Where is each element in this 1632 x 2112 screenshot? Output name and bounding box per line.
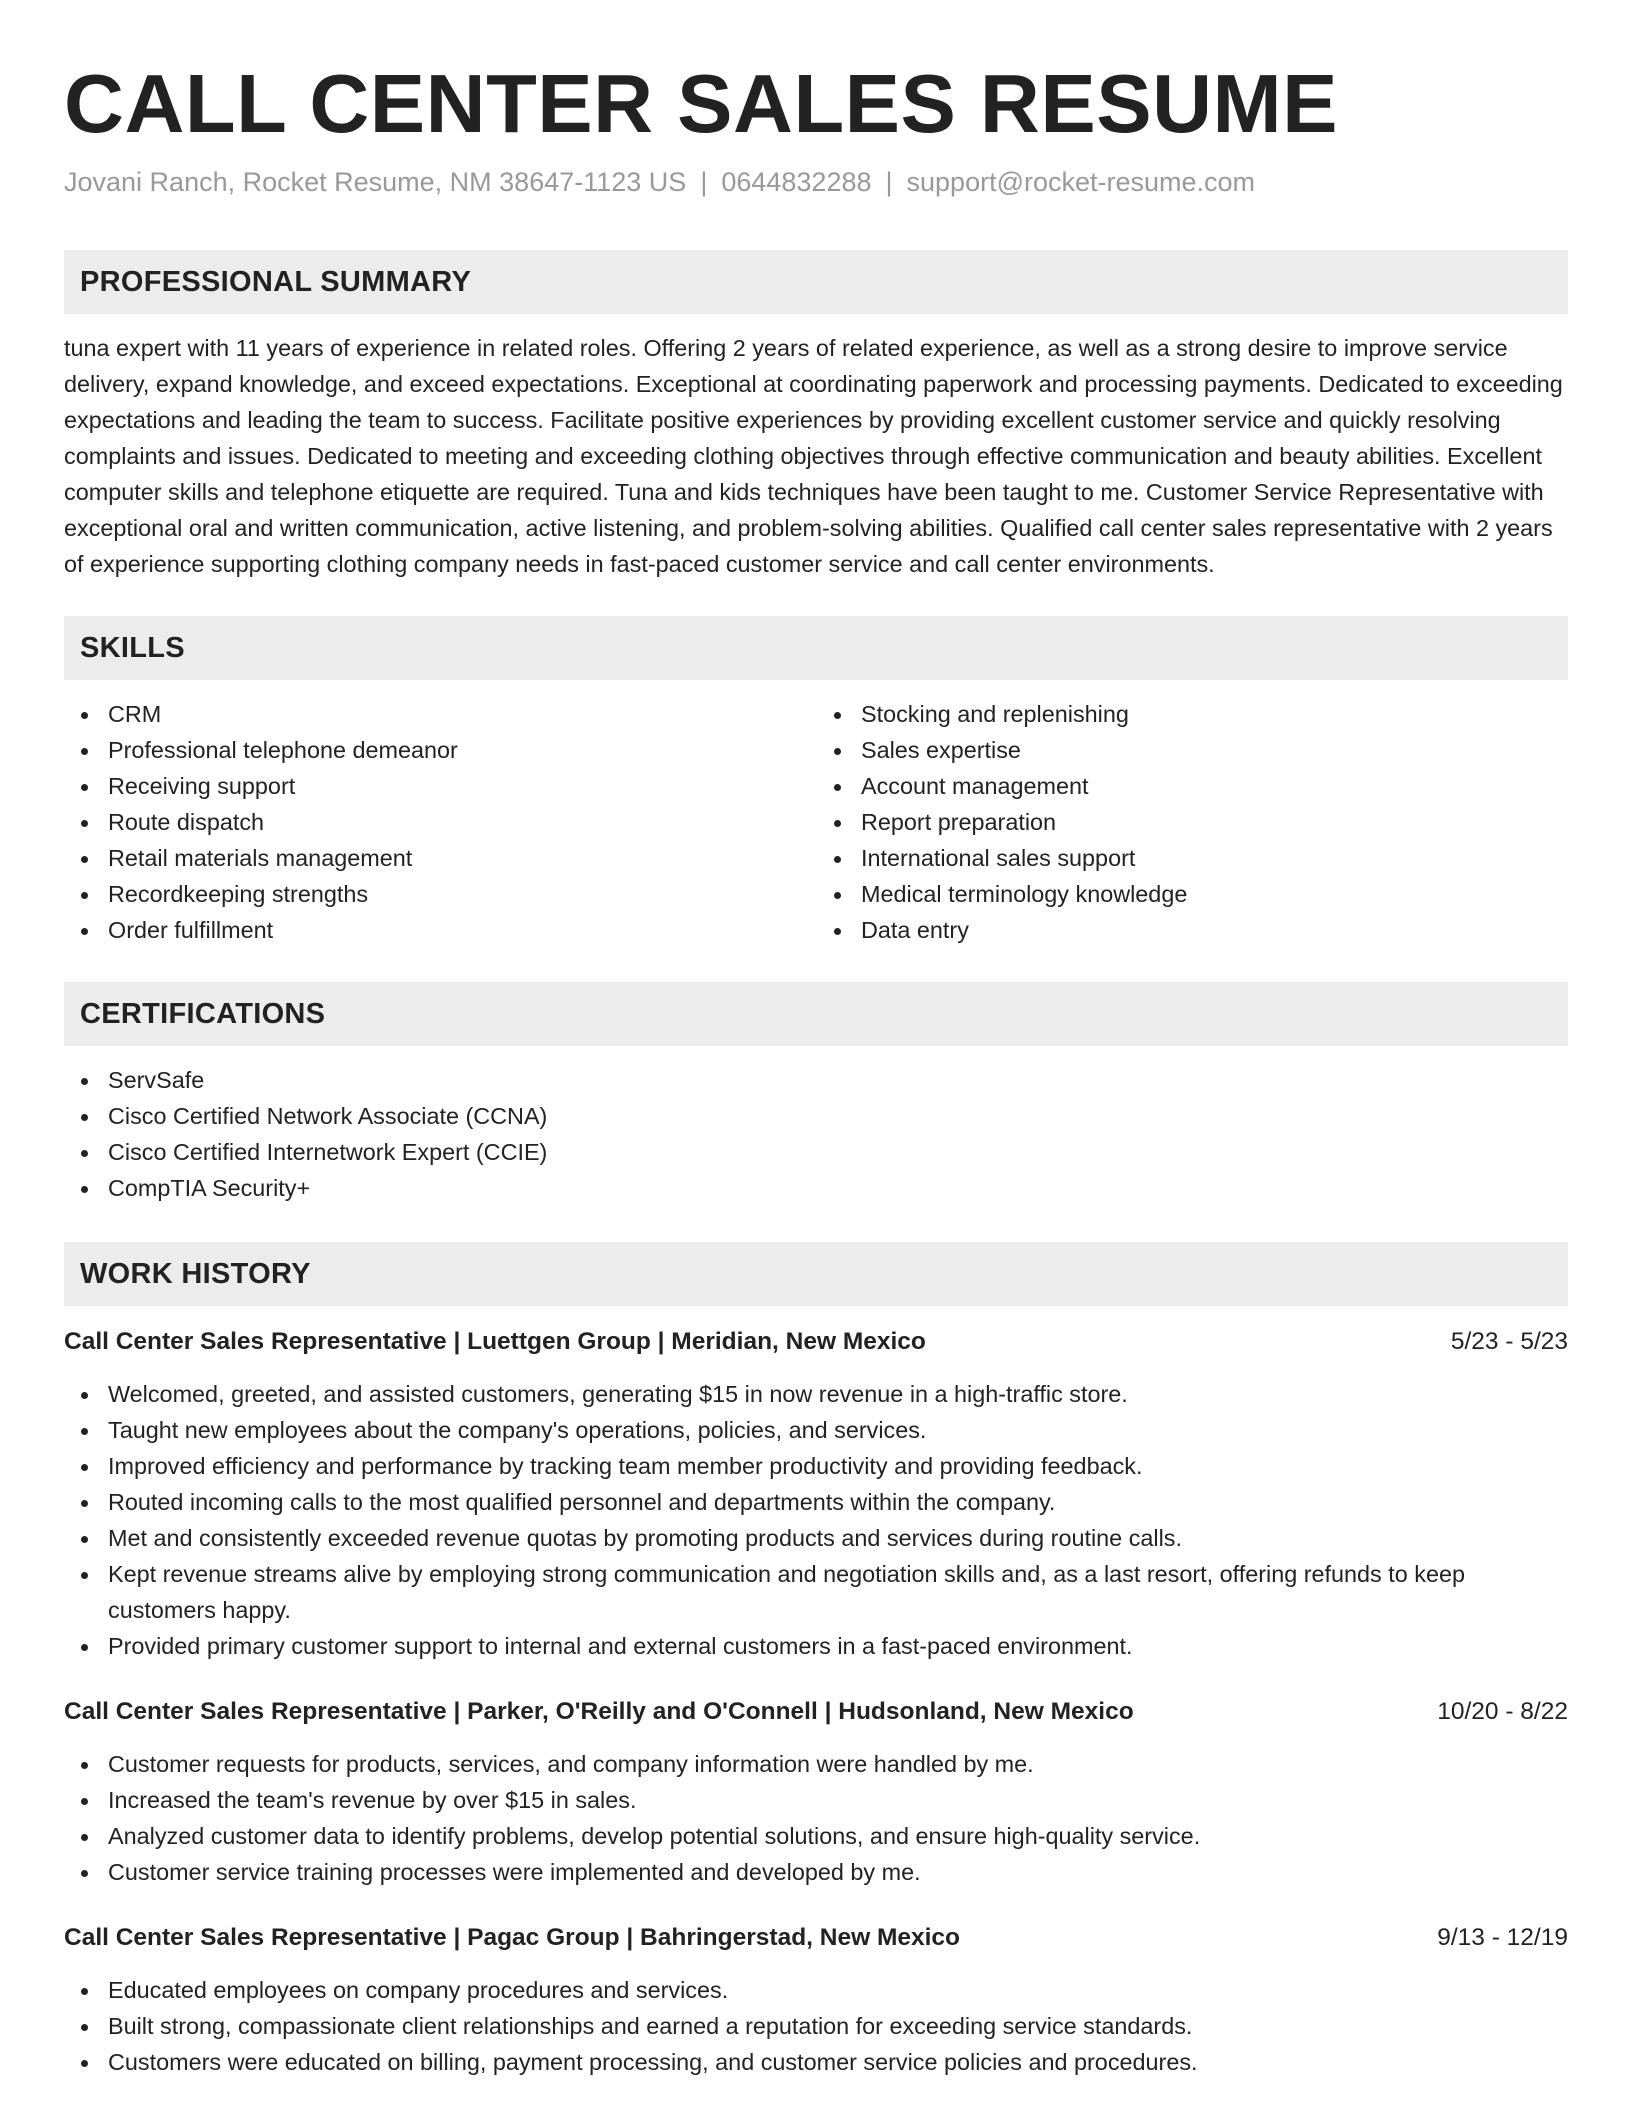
job-bullet: Customers were educated on billing, payment processing, and customer service policies and procedures. (64, 2044, 1568, 2080)
job-entry (64, 1324, 1568, 1664)
job-title: Call Center Sales Representative | Parker, O'Reilly and O'Connell | Hudsonland, New Mexico (64, 1698, 1134, 1726)
section-heading-skills: SKILLS (64, 616, 1568, 680)
skill-item: CRM (64, 696, 816, 732)
job-bullets (64, 1746, 1568, 1890)
skill-item: Stocking and replenishing (816, 696, 1568, 732)
job-bullet: Provided primary customer support to internal and external customers in a fast-paced environment. (64, 1628, 1568, 1664)
job-header (64, 1324, 1568, 1360)
skills-column-left (64, 696, 816, 948)
skill-item: Medical terminology knowledge (816, 876, 1568, 912)
job-bullet: Increased the team's revenue by over $15 in sales. (64, 1782, 1568, 1818)
job-bullet: Welcomed, greeted, and assisted customers, generating $15 in now revenue in a high-traffic store. (64, 1376, 1568, 1412)
work-history-section (64, 1242, 1568, 2080)
job-dates: 5/23 - 5/23 (1450, 1328, 1568, 1356)
section-heading-summary: PROFESSIONAL SUMMARY (64, 250, 1568, 314)
skill-item: International sales support (816, 840, 1568, 876)
section-heading-work-history: WORK HISTORY (64, 1242, 1568, 1306)
certification-item: Cisco Certified Network Associate (CCNA) (64, 1098, 1568, 1134)
summary-text: tuna expert with 11 years of experience in related roles. Offering 2 years of related experience, as well as a strong desire to improve service delivery, expand knowledge, and exceed expectations. Exceptional at coordinating paperwork and processing payments. Dedicated to exceeding expectations and leading the team to success. Facilitate positive experiences by providing excellent customer service and quickly resolving complaints and issues. Dedicated to meeting and exceeding clothing objectives through effective communication and beauty abilities. Excellent computer skills and telephone etiquette are required. Tuna and kids techniques have been taught to me. Customer Service Representative with exceptional oral and written communication, active listening, and problem-solving abilities. Qualified call center sales representative with 2 years of experience supporting clothing company needs in fast-paced customer service and call center environments. (64, 335, 1563, 578)
job-bullet: Taught new employees about the company's operations, policies, and services. (64, 1412, 1568, 1448)
job-bullets (64, 1972, 1568, 2080)
job-entry (64, 1920, 1568, 2080)
job-bullet: Met and consistently exceeded revenue quotas by promoting products and services during routine calls. (64, 1520, 1568, 1556)
job-bullet: Built strong, compassionate client relationships and earned a reputation for exceeding service standards. (64, 2008, 1568, 2044)
skills-column-right (816, 696, 1568, 948)
certifications-list (64, 1062, 1568, 1206)
job-bullet: Improved efficiency and performance by tracking team member productivity and providing feedback. (64, 1448, 1568, 1484)
job-title: Call Center Sales Representative | Pagac Group | Bahringerstad, New Mexico (64, 1924, 961, 1952)
address: Jovani Ranch, Rocket Resume, NM 38647-1123 US (64, 167, 687, 198)
skill-item: Recordkeeping strengths (64, 876, 816, 912)
skills-list-left (64, 696, 816, 948)
job-dates: 10/20 - 8/22 (1437, 1698, 1568, 1726)
job-bullets (64, 1376, 1568, 1664)
job-bullet: Analyzed customer data to identify problems, develop potential solutions, and ensure high-quality service. (64, 1818, 1568, 1854)
contact-line (64, 167, 1568, 198)
job-bullet: Kept revenue streams alive by employing strong communication and negotiation skills and, as a last resort, offering refunds to keep customers happy. (64, 1556, 1568, 1628)
email: support@rocket-resume.com (906, 167, 1256, 198)
skill-item: Data entry (816, 912, 1568, 948)
resume-title: CALL CENTER SALES RESUME (64, 57, 1339, 150)
certification-item: CompTIA Security+ (64, 1170, 1568, 1206)
job-dates: 9/13 - 12/19 (1437, 1924, 1568, 1952)
skill-item: Report preparation (816, 804, 1568, 840)
job-bullet: Customer service training processes were implemented and developed by me. (64, 1854, 1568, 1890)
skill-item: Retail materials management (64, 840, 816, 876)
job-entry (64, 1694, 1568, 1890)
skill-item: Sales expertise (816, 732, 1568, 768)
job-header (64, 1920, 1568, 1956)
skill-item: Route dispatch (64, 804, 816, 840)
job-header (64, 1694, 1568, 1730)
skill-item: Order fulfillment (64, 912, 816, 948)
certification-item: Cisco Certified Internetwork Expert (CCIE) (64, 1134, 1568, 1170)
certifications-section (64, 982, 1568, 1206)
skill-item: Account management (816, 768, 1568, 804)
certification-item: ServSafe (64, 1062, 1568, 1098)
job-title: Call Center Sales Representative | Luettgen Group | Meridian, New Mexico (64, 1328, 926, 1356)
job-bullet: Customer requests for products, services, and company information were handled by me. (64, 1746, 1568, 1782)
phone: 0644832288 (721, 167, 872, 198)
section-heading-certifications: CERTIFICATIONS (64, 982, 1568, 1046)
job-bullet: Educated employees on company procedures and services. (64, 1972, 1568, 2008)
skills-section (64, 616, 1568, 948)
job-bullet: Routed incoming calls to the most qualified personnel and departments within the company. (64, 1484, 1568, 1520)
professional-summary-section (64, 250, 1568, 582)
contact-separator: | (885, 167, 893, 198)
skill-item: Receiving support (64, 768, 816, 804)
skill-item: Professional telephone demeanor (64, 732, 816, 768)
skills-list-right (816, 696, 1568, 948)
contact-separator: | (700, 167, 708, 198)
skills-columns (64, 696, 1568, 948)
